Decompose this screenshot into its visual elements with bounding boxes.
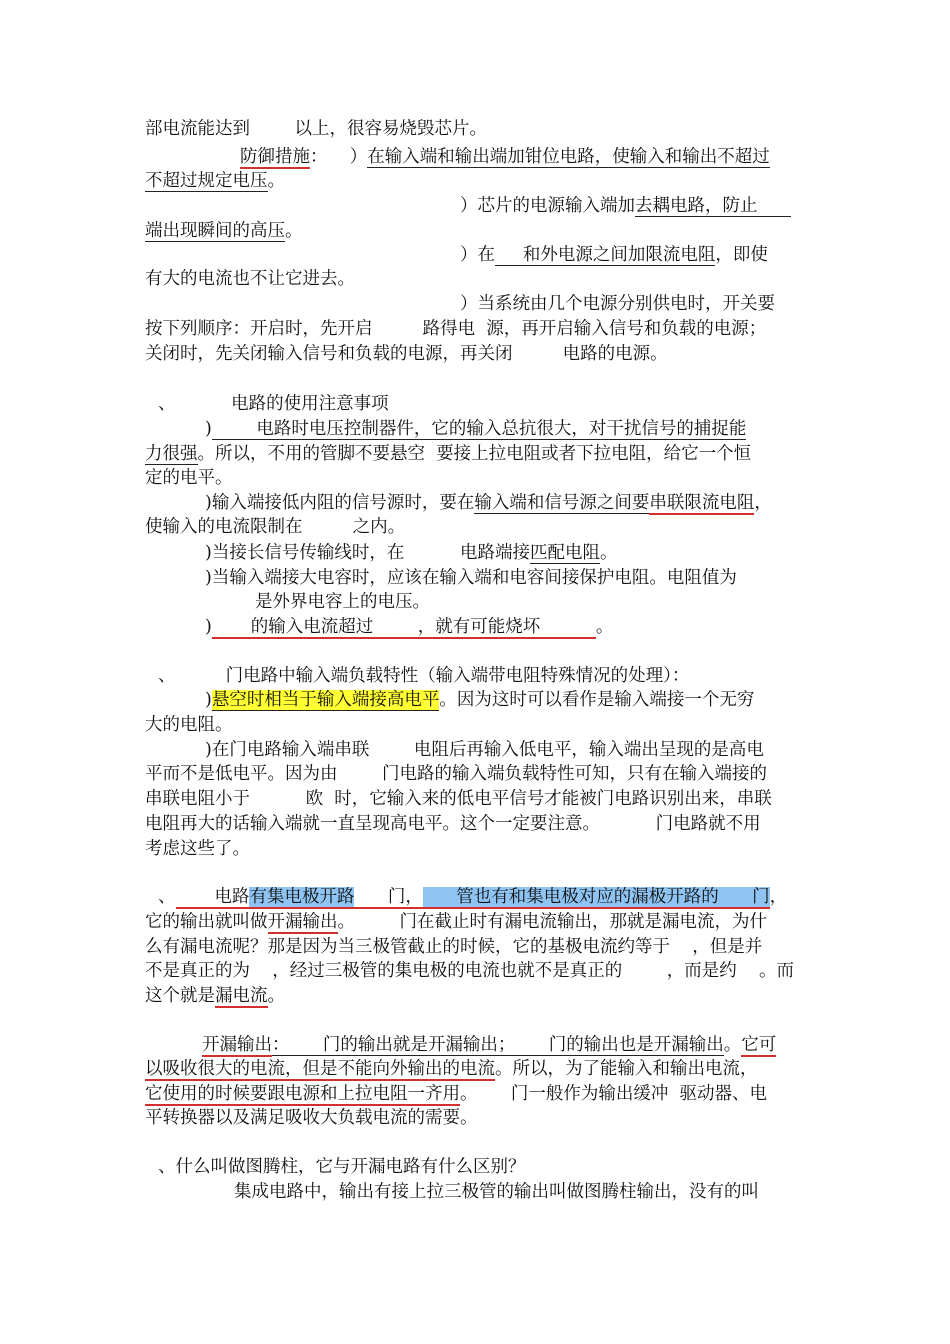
text-line: ) 电路时电压控制器件，它的输入总抗很大，对干扰信号的捕捉能 [205,419,747,439]
text-line: 部电流能达到 以上，很容易烧毁芯片。 [145,119,488,139]
text-line: 平而不是低电平。因为由 门电路的输入端负载特性可知，只有在输入端接的 [145,764,767,784]
text-line: 按下列顺序：开启时，先开启 路得电 源，再开启输入信号和负载的电源； [145,319,767,339]
text-line: 是外界电容上的电压。 [255,592,430,612]
text-line: 开漏输出： 门的输出就是开漏输出； 门的输出也是开漏输出。它可 [202,1035,777,1055]
text-line: 大的电阻。 [145,715,233,735]
highlighted-text: 悬空时相当于输入端接高电平 [211,690,440,710]
text-line: ) 的输入电流超过 ，就有可能烧坏 。 [205,617,614,637]
section-heading: 、 电路有集电极开路 门， 管也有和集电极对应的漏极开路的 门， [158,887,788,907]
text-line: 定的电平。 [145,468,233,488]
text-line: 平转换器以及满足吸收大负载电流的需要。 [145,1108,478,1128]
text-line: 考虑这些了。 [145,839,250,859]
text-line: 以吸收很大的电流，但是不能向外输出的电流。所以，为了能输入和输出电流， [145,1059,758,1079]
text-line: 使输入的电流限制在 之内。 [145,517,406,537]
text-line: 它使用的时候要跟电源和上拉电阻一齐用。 门一般作为输出缓冲 驱动器、电 [145,1084,768,1104]
text-line: ）在 和外电源之间加限流电阻，即使 [460,245,768,265]
text-line: )输入端接低内阻的信号源时，要在输入端和信号源之间要串联限流电阻， [205,493,772,513]
text-line: 有大的电流也不让它进去。 [145,269,355,289]
text-line: )悬空时相当于输入端接高电平。因为这时可以看作是输入端接一个无穷 [205,690,755,710]
text-line: 力很强。所以，不用的管脚不要悬空 要接上拉电阻或者下拉电阻，给它一个恒 [145,444,752,464]
section-heading: 、 电路的使用注意事项 [158,394,389,414]
text-line: )当输入端接大电容时，应该在输入端和电容间接保护电阻。电阻值为 [205,568,737,588]
highlighted-text: 管也有和集电极对应的漏极开路的 门 [422,887,770,907]
text-line: 关闭时，先关闭输入信号和负载的电源，再关闭 电路的电源。 [145,344,668,364]
text-line: 不超过规定电压。 [145,171,285,191]
text-line: ）当系统由几个电源分别供电时，开关要 [460,294,775,314]
text-line: 防御措施： ）在输入端和输出端加钳位电路，使输入和输出不超过 [240,147,770,167]
text-line: 这个就是漏电流。 [145,986,285,1006]
text-line: )当接长信号传输线时，在 电路端接匹配电阻。 [205,543,618,563]
text-line: 端出现瞬间的高压。 [145,221,303,241]
text-line: 集成电路中，输出有接上拉三极管的输出叫做图腾柱输出，没有的叫 [234,1182,759,1202]
highlighted-text: 有集电极开路 [249,887,355,907]
text-line: )在门电路输入端串联 电阻后再输入低电平，输入端出呈现的是高电 [205,740,764,760]
text-line: 么有漏电流呢？那是因为当三极管截止的时候，它的基极电流约等于 ，但是并 [145,937,763,957]
text-line: ）芯片的电源输入端加去耦电路，防止 [460,194,791,218]
text-line: 串联电阻小于 欧 时，它输入来的低电平信号才能被门电路识别出来，串联 [145,789,772,809]
text-line: 不是真正的为 ，经过三极管的集电极的电流也就不是真正的 ，而是约 。而 [145,961,795,981]
text-line: 它的输出就叫做开漏输出。 门在截止时有漏电流输出，那就是漏电流，为什 [145,912,768,932]
text-line: 电阻再大的话输入端就一直呈现高电平。这个一定要注意。 门电路就不用 [145,814,761,834]
section-heading: 、 门电路中输入端负载特性（输入端带电阻特殊情况的处理）： [158,666,690,686]
section-heading: 、什么叫做图腾柱，它与开漏电路有什么区别？ [158,1157,526,1177]
